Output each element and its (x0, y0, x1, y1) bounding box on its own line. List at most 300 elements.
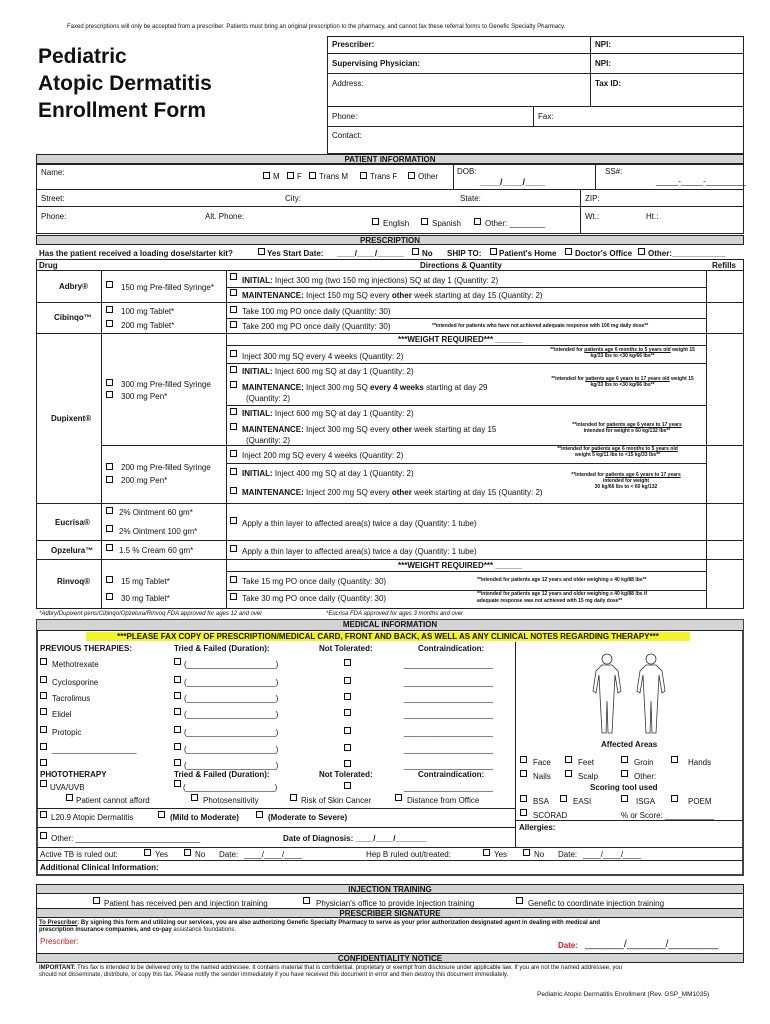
adbry-initial-checkbox[interactable] (230, 273, 237, 280)
area-nails-label: Nails (533, 772, 551, 781)
uva-contra-field[interactable]: ____________________ (404, 783, 493, 792)
dupixent-n3c: weight 15 kg/33 lbs to <30 kg/66 lbs** (590, 376, 694, 388)
dupixent-d3b: every 4 weeks (370, 383, 424, 392)
area-other-checkbox[interactable] (621, 770, 628, 777)
lang-english-checkbox[interactable] (372, 218, 379, 225)
rinvoq-note2b: adequate response was not achieved with 15 mg daily dose** (477, 598, 623, 604)
moderate-checkbox[interactable] (256, 811, 263, 818)
dupixent-d5d: (Quantity: 2) (246, 436, 291, 445)
tb-no-checkbox[interactable] (184, 849, 191, 856)
dupixent-n1c: weight 15 kg/33 lbs to <30 kg/66 lbs** (590, 347, 695, 359)
lang-other-label: Other: ________ (485, 219, 546, 228)
area-feet-checkbox[interactable] (565, 756, 572, 763)
area-scalp-label: Scalp (578, 772, 599, 781)
fax-notice: Faxed prescriptions will only be accepted from a prescriber. Patients must bring an original prescription to the pharmacy, and cannot fax these referral forms to Genefic Specialty Pharmacy. (67, 24, 566, 30)
adbry-initial-dir: Inject 300 mg (two 150 mg injections) SQ at day 1 (Quantity: 2) (274, 276, 499, 285)
sex-f-label: F (297, 172, 302, 181)
therapy-name: Tacrolimus (52, 694, 91, 703)
zip-label: ZIP: (585, 194, 600, 203)
state-label: State: (460, 194, 481, 203)
injection-opt2-checkbox[interactable] (303, 897, 310, 904)
drug-eucrisa: Eucrisa® (55, 518, 90, 527)
photo-not-tolerated-label: Not Tolerated: (319, 770, 373, 779)
allergies-label: Allergies: (519, 823, 556, 832)
rinvoq-dir2-checkbox[interactable] (230, 593, 237, 600)
area-groin-checkbox[interactable] (621, 756, 628, 763)
opzelura-dir-checkbox[interactable] (230, 545, 237, 552)
distance-label: Distance from Office (407, 796, 480, 805)
other-dx-checkbox[interactable] (40, 832, 47, 839)
loading-no-checkbox[interactable] (412, 248, 419, 255)
dupixent-d8b: other (391, 488, 412, 497)
rinvoq-note2a: **intended for patients age 12 years and older weighing ≥ 40 kg/88 lbs if (477, 591, 648, 597)
therapy-checkbox[interactable] (40, 676, 47, 683)
ship-office-label: Doctor's Office (575, 249, 633, 258)
therapy-not-tolerated-checkbox[interactable] (344, 744, 351, 751)
trans-m-checkbox[interactable] (309, 172, 316, 179)
score-scorad-checkbox[interactable] (520, 809, 527, 816)
therapy-duration-field[interactable]: (____________________) (184, 710, 279, 719)
adbry-maint-c: week starting at day 15 (Quantity: 2) (411, 291, 543, 300)
dob-label: DOB: (457, 167, 477, 176)
rinvoq-dir1-checkbox[interactable] (230, 576, 237, 583)
score-bsa-label: BSA (533, 797, 550, 806)
cibinqo-dir1-checkbox[interactable] (230, 306, 237, 313)
rinvoq-15: 15 mg Tablet* (121, 577, 170, 586)
eucrisa-100: 2% Ointment 100 gm* (119, 527, 198, 536)
prescription-header: PRESCRIPTION (36, 235, 744, 245)
therapy-duration-field[interactable]: (____________________) (184, 728, 279, 737)
dupixent-d3d: (Quantity: 2) (246, 394, 291, 403)
dupixent-n5b: patients age 6 years to 17 years (606, 422, 682, 428)
dupixent-d5b: other (391, 425, 412, 434)
score-poem-label: POEM (688, 797, 712, 806)
dupixent-n1a: **intended for (550, 347, 585, 353)
cannot-afford-checkbox[interactable] (66, 794, 73, 801)
contact-label: Contact: (332, 131, 362, 140)
opzelura-form: 1.5 % Cream 60 gm* (119, 546, 194, 555)
conf-text2: should not disseminate, distribute, or copy this fax. Please notify the sender immediately if you have received this document in error and then destroy this document immediately. (39, 972, 509, 978)
dupixent-d8-label: MAINTENANCE: (242, 488, 304, 497)
footnote-ages-12: *Adbry/Dupixent pens/Cibinqo/Opzelura/Rinvoq FDA approved for ages 12 and over (39, 611, 263, 617)
sig-text2a: prescription insurance companies, and co-pay (39, 927, 172, 933)
tb-date-label: Date: (219, 850, 239, 859)
photosens-checkbox[interactable] (191, 794, 198, 801)
cannot-afford-label: Patient cannot afford (76, 796, 150, 805)
therapy-checkbox[interactable] (40, 708, 47, 715)
injection-training-header: INJECTION TRAINING (36, 884, 744, 894)
therapy-tried-checkbox[interactable] (174, 743, 181, 750)
dupixent-n7d: 30 kg/66 lbs to < 60 kg/132 (594, 483, 658, 490)
dupixent-d4-label: INITIAL: (242, 409, 273, 418)
hepb-label: Hep B ruled out/treated: (366, 850, 451, 859)
therapy-checkbox[interactable] (40, 692, 47, 699)
score-isga-checkbox[interactable] (621, 795, 628, 802)
therapy-tried-checkbox[interactable] (174, 726, 181, 733)
dupixent-n5c: intended for weight ≥ 60 kg/132 lbs** (583, 427, 671, 434)
sig-text: : By signing this form and utilizing our services, you are also authorizing Genefic Specialty Pharmacy to serve as your prior authorization designated agent in dealing with medical and (77, 920, 601, 926)
photo-contraindication-label: Contraindication: (418, 770, 485, 779)
fax-label: Fax: (538, 112, 554, 121)
weight-label: Wt.: (585, 212, 600, 221)
adbry-form: 150 mg Pre-filled Syringe* (121, 283, 214, 292)
dupixent-d5c: week starting at day 15 (411, 425, 497, 434)
dupixent-n6a: **intended for (557, 446, 592, 452)
ss-field[interactable]: _____-_____-_________ (656, 177, 746, 186)
dupixent-200-syringe: 200 mg Pre-filled Syringe (121, 463, 211, 472)
dupixent-d1: Inject 300 mg SQ every 4 weeks (Quantity: 2) (242, 352, 404, 361)
lang-spanish-checkbox[interactable] (421, 218, 428, 225)
therapy-tried-checkbox[interactable] (174, 658, 181, 665)
loading-yes-checkbox[interactable] (258, 248, 265, 255)
cibinqo-dir2-checkbox[interactable] (230, 321, 237, 328)
hepb-no-checkbox[interactable] (523, 849, 530, 856)
tb-no-label: No (195, 850, 206, 859)
dupixent-n3a: **intended for (551, 376, 586, 382)
sig-text2b: assistance foundations. (171, 927, 237, 933)
area-nails-checkbox[interactable] (520, 770, 527, 777)
dob-field[interactable]: ____/____/____ (480, 177, 546, 187)
patient-phone-label: Phone: (41, 212, 67, 221)
therapy-tried-checkbox[interactable] (174, 708, 181, 715)
drug-adbry: Adbry® (59, 282, 89, 291)
therapy-duration-field[interactable]: (____________________) (184, 660, 279, 669)
therapy-not-tolerated-checkbox[interactable] (344, 727, 351, 734)
therapy-name: Elidel (52, 710, 72, 719)
other-dx-field[interactable]: Other: ____________________________ (51, 834, 201, 843)
skin-cancer-label: Risk of Skin Cancer (301, 796, 372, 805)
ship-other-checkbox[interactable] (638, 248, 645, 255)
opzelura-checkbox[interactable] (106, 544, 113, 551)
therapy-not-tolerated-checkbox[interactable] (344, 760, 351, 767)
therapy-name[interactable]: ___________________ (52, 745, 137, 754)
col-refills: Refills (712, 261, 737, 270)
col-directions: Directions & Quantity (420, 261, 502, 270)
ship-to-label: SHIP TO: (447, 249, 482, 258)
therapy-contra-field[interactable]: ____________________ (404, 660, 493, 669)
eucrisa-60: 2% Ointment 60 gm* (119, 508, 193, 517)
therapy-checkbox[interactable] (40, 658, 47, 665)
city-label: City: (285, 194, 301, 203)
form-title (38, 43, 212, 124)
rinvoq-30-checkbox[interactable] (106, 593, 113, 600)
tax-id-label: Tax ID: (595, 79, 622, 88)
ship-home-checkbox[interactable] (490, 248, 497, 255)
therapy-contra-field[interactable]: ____________________ (404, 728, 493, 737)
dupixent-n6b: patients age 6 months to 5 years old (591, 446, 678, 452)
trans-f-checkbox[interactable] (360, 172, 367, 179)
drug-dupixent: Dupixent® (51, 414, 92, 423)
uva-uvb-checkbox[interactable] (40, 780, 47, 787)
dupixent-weight-required[interactable]: ***WEIGHT REQUIRED*** ______ (398, 335, 523, 344)
adbry-maint-a: Inject 150 mg SQ every (306, 291, 392, 300)
rinvoq-15-checkbox[interactable] (106, 576, 113, 583)
affected-areas-label: Affected Areas (601, 740, 658, 749)
supervising-label: Supervising Physician: (332, 59, 421, 68)
dupixent-300-syringe: 300 mg Pre-filled Syringe (121, 380, 211, 389)
dupixent-d7: Inject 400 mg SQ at day 1 (Quantity: 2) (274, 469, 414, 478)
drug-rinvoq: Rinvoq® (57, 577, 91, 586)
lang-spanish-label: Spanish (432, 219, 461, 228)
adbry-maint-label: MAINTENANCE: (242, 291, 304, 300)
uva-tried-checkbox[interactable] (174, 780, 181, 787)
dupixent-200-pen-checkbox[interactable] (106, 476, 113, 483)
therapy-tried-checkbox[interactable] (174, 676, 181, 683)
therapy-checkbox[interactable] (40, 759, 47, 766)
skin-cancer-checkbox[interactable] (290, 794, 297, 801)
prescriber-label: Prescriber: (332, 40, 375, 49)
sex-f-checkbox[interactable] (287, 172, 294, 179)
therapy-duration-field[interactable]: (____________________) (184, 694, 279, 703)
adbry-initial-label: INITIAL: (242, 276, 273, 285)
dupixent-d3-checkbox[interactable] (230, 381, 237, 388)
dupixent-d2-label: INITIAL: (242, 367, 273, 376)
scoring-tool-label: Scoring tool used (590, 783, 658, 792)
dupixent-d4: Inject 600 mg SQ at day 1 (Quantity: 2) (274, 409, 414, 418)
uva-not-tolerated-checkbox[interactable] (344, 782, 351, 789)
confidentiality-header: CONFIDENTIALITY NOTICE (36, 953, 744, 963)
cibinqo-100-checkbox[interactable] (106, 306, 113, 313)
l209-label: L20.9 Atopic Dermatitis (51, 813, 134, 822)
sex-other-label: Other (418, 172, 439, 181)
dupixent-300-syringe-checkbox[interactable] (106, 379, 113, 386)
score-poem-checkbox[interactable] (671, 795, 678, 802)
body-diagram-icon[interactable] (585, 651, 675, 737)
distance-checkbox[interactable] (395, 794, 402, 801)
sex-m-checkbox[interactable] (263, 172, 270, 179)
ss-label: SS#: (605, 167, 623, 176)
score-easi-label: EASI (573, 797, 592, 806)
dupixent-d8-checkbox[interactable] (230, 487, 237, 494)
title-line-3: Enrollment Form (38, 99, 207, 122)
dupixent-d3a: Inject 300 mg SQ (306, 383, 371, 392)
dupixent-n7a: **intended for (571, 472, 606, 478)
injection-opt1-checkbox[interactable] (93, 897, 100, 904)
area-other-label: Other: (634, 772, 657, 781)
dupixent-d2: Inject 600 mg SQ at day 1 (Quantity: 2) (274, 367, 414, 376)
prescriber-signature-header: PRESCRIBER SIGNATURE (36, 908, 744, 918)
dupixent-d5-checkbox[interactable] (230, 423, 237, 430)
area-scalp-checkbox[interactable] (565, 770, 572, 777)
cibinqo-dir1: Take 100 mg PO once daily (Quantity: 30) (242, 307, 391, 316)
dupixent-n7c: intended for weight (602, 477, 650, 484)
therapy-not-tolerated-checkbox[interactable] (344, 693, 351, 700)
score-scorad-label: SCORAD (533, 811, 568, 820)
therapy-name: Protopic (52, 728, 82, 737)
street-label: Street: (41, 194, 65, 203)
drug-cibinqo: Cibinqo™ (54, 313, 92, 322)
ship-other-label: Other:____________ (648, 249, 726, 258)
therapy-not-tolerated-checkbox[interactable] (344, 659, 351, 666)
loading-dose-question: Has the patient received a loading dose/starter kit? (39, 249, 233, 258)
cibinqo-dir2: Take 200 mg PO once daily (Quantity: 30) (242, 322, 391, 331)
hepb-yes-checkbox[interactable] (483, 849, 490, 856)
lang-other-checkbox[interactable] (474, 218, 481, 225)
therapy-contra-field[interactable]: ____________________ (404, 694, 493, 703)
dupixent-d8a: Inject 200 mg SQ every (306, 488, 392, 497)
area-groin-label: Groin (634, 758, 654, 767)
ship-office-checkbox[interactable] (565, 248, 572, 255)
therapy-duration-field[interactable]: (____________________) (184, 678, 279, 687)
area-face-checkbox[interactable] (520, 756, 527, 763)
dupixent-200-syringe-checkbox[interactable] (106, 463, 113, 470)
score-easi-checkbox[interactable] (560, 795, 567, 802)
dupixent-d5-label: MAINTENANCE: (242, 425, 304, 434)
name-label: Name: (41, 168, 65, 177)
dupixent-200-pen: 200 mg Pen* (121, 476, 168, 485)
cibinqo-100-form: 100 mg Tablet* (121, 307, 175, 316)
tb-yes-label: Yes (155, 850, 169, 859)
uva-uvb-label: UVA/UVB (50, 783, 85, 792)
loading-start-date[interactable]: ____/____/______ (337, 249, 404, 258)
additional-clinical-label: Additional Clinical Information: (40, 863, 159, 872)
title-line-2: Atopic Dermatitis (38, 72, 212, 95)
eucrisa-60-checkbox[interactable] (106, 507, 113, 514)
dupixent-d2-checkbox[interactable] (230, 366, 237, 373)
conf-important: IMPORTANT: (39, 965, 76, 971)
score-isga-label: ISGA (636, 797, 656, 806)
dupixent-d7-label: INITIAL: (242, 469, 273, 478)
therapy-contra-field[interactable]: ____________________ (404, 745, 493, 754)
dupixent-n1b: patients age 6 months to 5 years old (584, 347, 671, 353)
therapy-tried-checkbox[interactable] (174, 692, 181, 699)
sex-m-label: M (273, 172, 280, 181)
tb-date-field[interactable]: ____/____/____ (244, 850, 302, 859)
l209-checkbox[interactable] (40, 811, 47, 818)
area-hands-checkbox[interactable] (671, 756, 678, 763)
eucrisa-dir: Apply a thin layer to affected area(s) twice a day (Quantity: 1 tube) (242, 519, 477, 528)
photo-tried-failed-label: Tried & Failed (Duration): (174, 770, 270, 779)
tb-ruled-out-label: Active TB is ruled out: (40, 850, 118, 859)
photosens-label: Photosensitivity (203, 796, 259, 805)
injection-opt1-label: Patient has received pen and injection training (104, 899, 268, 908)
therapy-name: Methotrexate (52, 660, 99, 669)
hepb-date-field[interactable]: ____/____/____ (583, 850, 641, 859)
loading-yes-label: Yes Start Date: (267, 249, 324, 258)
rinvoq-dir1: Take 15 mg PO once daily (Quantity: 30) (242, 577, 387, 586)
therapy-not-tolerated-checkbox[interactable] (344, 709, 351, 716)
phototherapy-label: PHOTOTHERAPY (40, 770, 107, 779)
dupixent-d3-label: MAINTENANCE: (242, 383, 304, 392)
opzelura-dir: Apply a thin layer to affected area(s) twice a day (Quantity: 1 tube) (242, 547, 477, 556)
conf-text: This fax is intended to be delivered only to the named addressee. It contains material that is confidential, proprietary or exempt from disclosure under applicable law. If you are not the named addressee, you (75, 965, 623, 971)
lang-english-label: English (383, 219, 410, 228)
area-face-label: Face (533, 758, 551, 767)
dupixent-d1-checkbox[interactable] (230, 350, 237, 357)
dupixent-n7b: patients age 6 years to 17 years (605, 472, 681, 478)
phone-label: Phone: (332, 112, 358, 121)
cibinqo-200-form: 200 mg Tablet* (121, 321, 175, 330)
col-drug: Drug (39, 261, 58, 270)
area-feet-label: Feet (578, 758, 595, 767)
therapy-contra-field[interactable]: ____________________ (404, 761, 493, 770)
score-bsa-checkbox[interactable] (520, 795, 527, 802)
trans-f-label: Trans F (370, 172, 398, 181)
dupixent-d3c: starting at day 29 (423, 383, 488, 392)
injection-opt3-checkbox[interactable] (516, 897, 523, 904)
hepb-yes-label: Yes (494, 850, 508, 859)
eucrisa-dir-checkbox[interactable] (230, 517, 237, 524)
rinvoq-note1: **intended for patients age 12 years and older weighing ≥ 40 kg/88 lbs** (477, 577, 647, 583)
adbry-syringe-checkbox[interactable] (106, 281, 113, 288)
sig-lead: To Prescriber (39, 920, 78, 926)
therapy-checkbox[interactable] (40, 726, 47, 733)
score-value-field[interactable]: % or Score: ___________ (621, 811, 714, 820)
prescriber-signature-field[interactable]: Prescriber: (40, 937, 79, 946)
mild-label: (Mild to Moderate) (170, 813, 239, 822)
adbry-maint-b: other (391, 291, 412, 300)
therapy-contra-field[interactable]: ____________________ (404, 678, 493, 687)
fax-copy-notice: ***PLEASE FAX COPY OF PRESCRIPTION/MEDICAL CARD, FRONT AND BACK, AS WELL AS ANY CLINICAL NOTES REGARDING THERAPY*** (86, 632, 690, 641)
dupixent-300-pen-checkbox[interactable] (106, 391, 113, 398)
npi-label: NPI: (595, 40, 611, 49)
sex-other-checkbox[interactable] (408, 172, 415, 179)
alt-phone-label: Alt. Phone: (205, 212, 245, 221)
therapy-name: Cyclosporine (52, 678, 99, 687)
not-tolerated-label: Not Tolerated: (319, 644, 373, 653)
tried-failed-label: Tried & Failed (Duration): (174, 644, 270, 653)
rinvoq-weight-required[interactable]: ***WEIGHT REQUIRED*** ______ (398, 561, 523, 570)
dupixent-d4-checkbox[interactable] (230, 408, 237, 415)
dupixent-d7-checkbox[interactable] (230, 468, 237, 475)
height-label: Ht.: (646, 212, 659, 221)
dupixent-d6: Inject 200 mg SQ every 4 weeks (Quantity: 2) (242, 451, 404, 460)
signature-date-label: Date: (558, 941, 579, 950)
title-line-1: Pediatric (38, 45, 127, 68)
adbry-maint-checkbox[interactable] (230, 289, 237, 296)
dupixent-n3b: patients age 6 years to 17 years old (585, 376, 670, 382)
signature-date-field[interactable]: _______/_______/_________ (585, 939, 719, 950)
therapy-tried-checkbox[interactable] (174, 759, 181, 766)
drug-opzelura: Opzelura™ (51, 546, 94, 555)
date-of-diagnosis[interactable]: Date of Diagnosis: ____/____/_______ (283, 834, 427, 843)
contraindication-label: Contraindication: (418, 644, 485, 653)
hepb-date-label: Date: (558, 850, 578, 859)
injection-opt2-label: Physician's office to provide injection training (316, 899, 475, 908)
eucrisa-100-checkbox[interactable] (106, 525, 113, 532)
dupixent-n6c: weight 5 kg/11 lbs to <15 kg/33 lbs** (574, 451, 661, 458)
dupixent-d5a: Inject 300 mg SQ every (306, 425, 392, 434)
footnote-eucrisa: *Eucrisa FDA approved for ages 3 months and over (326, 611, 464, 617)
patient-info-header: PATIENT INFORMATION (36, 154, 744, 164)
cibinqo-200-checkbox[interactable] (106, 320, 113, 327)
loading-no-label: No (422, 249, 433, 258)
footer-revision: Pediatric Atopic Dermatitis Enrollment (Rev. GSP_MM1035) (537, 991, 710, 998)
tb-yes-checkbox[interactable] (144, 849, 151, 856)
injection-opt3-label: Genefic to coordinate injection training (528, 899, 665, 908)
mild-checkbox[interactable] (158, 811, 165, 818)
uva-duration-field[interactable]: (____________________) (183, 783, 278, 792)
medical-info-header: MEDICAL INFORMATION (37, 620, 743, 631)
therapy-contra-field[interactable]: ____________________ (404, 710, 493, 719)
address-label: Address: (332, 79, 364, 88)
rinvoq-30: 30 mg Tablet* (121, 594, 170, 603)
dupixent-300-pen: 300 mg Pen* (121, 392, 168, 401)
npi2-label: NPI: (595, 59, 611, 68)
cibinqo-note: **intended for patients who have not achieved adequate response with 100 mg daily dose** (432, 323, 649, 329)
therapy-duration-field[interactable]: (____________________) (184, 745, 279, 754)
dupixent-d8c: week starting at day 15 (Quantity: 2) (411, 488, 543, 497)
trans-m-label: Trans M (319, 172, 349, 181)
previous-therapies-label: PREVIOUS THERAPIES: (40, 644, 133, 653)
therapy-duration-field[interactable]: (____________________) (184, 761, 279, 770)
rinvoq-dir2: Take 30 mg PO once daily (Quantity: 30) (242, 594, 387, 603)
area-hands-label: Hands (688, 758, 712, 767)
dupixent-d6-checkbox[interactable] (230, 450, 237, 457)
ship-home-label: Patient's Home (499, 249, 557, 258)
therapy-checkbox[interactable] (40, 743, 47, 750)
therapy-not-tolerated-checkbox[interactable] (344, 677, 351, 684)
